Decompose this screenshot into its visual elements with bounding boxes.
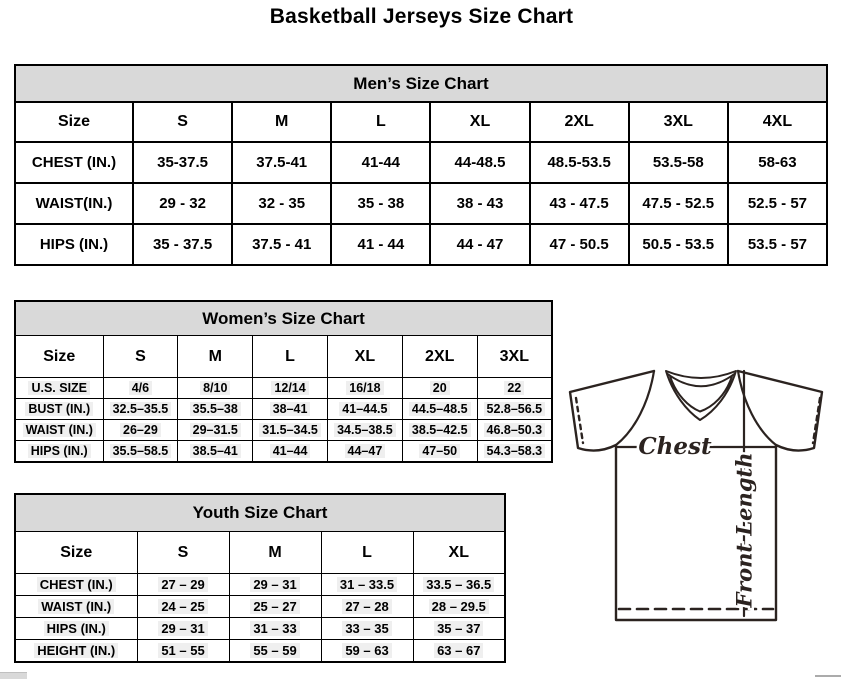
size-value: 38 - 43 (430, 183, 529, 224)
youth-table-header-row (15, 494, 505, 532)
size-value: 25 – 27 (229, 596, 321, 618)
size-value: 53.5-58 (629, 142, 728, 183)
size-value: 29 - 32 (133, 183, 232, 224)
size-value: 31 – 33.5 (321, 574, 413, 596)
mens-waist-row (15, 183, 827, 224)
cutoff-element-fragment-left (0, 672, 27, 679)
youth-waist-row (15, 596, 505, 618)
size-value: 35 - 37.5 (133, 224, 232, 265)
size-column-header: M (178, 336, 253, 378)
jersey-measurement-diagram (556, 358, 843, 638)
size-value: 48.5-53.5 (530, 142, 629, 183)
cutoff-element-fragment-right (815, 675, 841, 677)
size-value: 38.5–41 (178, 441, 253, 463)
size-value: 31.5–34.5 (253, 420, 328, 441)
size-value: 29 – 31 (229, 574, 321, 596)
size-column-header: XL (430, 102, 529, 142)
size-column-header: L (253, 336, 328, 378)
size-column-header: 2XL (530, 102, 629, 142)
row-label: WAIST (IN.) (15, 420, 103, 441)
size-value: 53.5 - 57 (728, 224, 827, 265)
size-value: 50.5 - 53.5 (629, 224, 728, 265)
mens-size-chart-table (14, 64, 828, 266)
size-value: 41–44 (253, 441, 328, 463)
mens-table-title: Men’s Size Chart (15, 65, 827, 102)
row-label: BUST (IN.) (15, 399, 103, 420)
size-value: 33 – 35 (321, 618, 413, 640)
mens-chest-row (15, 142, 827, 183)
size-value: 52.5 - 57 (728, 183, 827, 224)
size-value: 29 – 31 (137, 618, 229, 640)
size-column-header: XL (327, 336, 402, 378)
size-value: 47 - 50.5 (530, 224, 629, 265)
row-label: CHEST (IN.) (15, 142, 133, 183)
size-value: 28 – 29.5 (413, 596, 505, 618)
size-value: 41 - 44 (331, 224, 430, 265)
size-value: 52.8–56.5 (477, 399, 552, 420)
size-value: 20 (402, 378, 477, 399)
womens-size-chart-table (14, 300, 553, 463)
size-value: 22 (477, 378, 552, 399)
size-value: 38–41 (253, 399, 328, 420)
row-label: WAIST (IN.) (15, 596, 137, 618)
size-column-header: M (232, 102, 331, 142)
size-value: 27 – 28 (321, 596, 413, 618)
mens-corner-label: Size (15, 102, 133, 142)
size-column-header: 4XL (728, 102, 827, 142)
womens-us-size-row (15, 378, 552, 399)
size-value: 8/10 (178, 378, 253, 399)
womens-table-header-row (15, 301, 552, 336)
mens-hips-row (15, 224, 827, 265)
size-value: 41-44 (331, 142, 430, 183)
size-value: 44–47 (327, 441, 402, 463)
size-value: 38.5–42.5 (402, 420, 477, 441)
page-title: Basketball Jerseys Size Chart (269, 5, 574, 28)
youth-size-header-row (15, 532, 505, 574)
youth-chest-row (15, 574, 505, 596)
size-column-header: L (321, 532, 413, 574)
front-length-label: Front Length (731, 452, 757, 608)
row-label: WAIST(IN.) (15, 183, 133, 224)
row-label: HEIGHT (IN.) (15, 640, 137, 663)
size-value: 44-48.5 (430, 142, 529, 183)
size-column-header: 2XL (402, 336, 477, 378)
youth-size-chart-table (14, 493, 506, 663)
size-value: 63 – 67 (413, 640, 505, 663)
size-value: 16/18 (327, 378, 402, 399)
size-value: 27 – 29 (137, 574, 229, 596)
row-label: HIPS (IN.) (15, 224, 133, 265)
mens-size-header-row (15, 102, 827, 142)
size-value: 47–50 (402, 441, 477, 463)
size-value: 29–31.5 (178, 420, 253, 441)
size-value: 33.5 – 36.5 (413, 574, 505, 596)
womens-waist-row (15, 420, 552, 441)
row-label: HIPS (IN.) (15, 441, 103, 463)
size-column-header: M (229, 532, 321, 574)
size-column-header: S (137, 532, 229, 574)
size-value: 35-37.5 (133, 142, 232, 183)
size-value: 47.5 - 52.5 (629, 183, 728, 224)
size-value: 37.5 - 41 (232, 224, 331, 265)
size-value: 44 - 47 (430, 224, 529, 265)
size-value: 51 – 55 (137, 640, 229, 663)
row-label: HIPS (IN.) (15, 618, 137, 640)
chest-label: Chest (638, 433, 712, 460)
size-column-header: S (133, 102, 232, 142)
size-value: 43 - 47.5 (530, 183, 629, 224)
size-value: 35 - 38 (331, 183, 430, 224)
size-value: 55 – 59 (229, 640, 321, 663)
size-column-header: S (103, 336, 178, 378)
size-value: 41–44.5 (327, 399, 402, 420)
jersey-collar (666, 371, 736, 420)
womens-size-header-row (15, 336, 552, 378)
size-value: 35.5–38 (178, 399, 253, 420)
size-value: 4/6 (103, 378, 178, 399)
size-value: 46.8–50.3 (477, 420, 552, 441)
youth-corner-label: Size (15, 532, 137, 574)
womens-bust-row (15, 399, 552, 420)
size-value: 12/14 (253, 378, 328, 399)
size-value: 44.5–48.5 (402, 399, 477, 420)
size-column-header: 3XL (629, 102, 728, 142)
youth-height-row (15, 640, 505, 663)
womens-hips-row (15, 441, 552, 463)
mens-table-header-row (15, 65, 827, 102)
size-value: 32 - 35 (232, 183, 331, 224)
size-value: 35.5–58.5 (103, 441, 178, 463)
size-value: 35 – 37 (413, 618, 505, 640)
size-value: 59 – 63 (321, 640, 413, 663)
womens-corner-label: Size (15, 336, 103, 378)
size-column-header: 3XL (477, 336, 552, 378)
womens-table-title: Women’s Size Chart (15, 301, 552, 336)
jersey-outline (570, 371, 822, 620)
youth-table-title: Youth Size Chart (15, 494, 505, 532)
size-value: 37.5-41 (232, 142, 331, 183)
row-label: CHEST (IN.) (15, 574, 137, 596)
size-value: 24 – 25 (137, 596, 229, 618)
size-value: 32.5–35.5 (103, 399, 178, 420)
size-value: 26–29 (103, 420, 178, 441)
row-label: U.S. SIZE (15, 378, 103, 399)
youth-hips-row (15, 618, 505, 640)
size-value: 31 – 33 (229, 618, 321, 640)
size-column-header: XL (413, 532, 505, 574)
size-value: 58-63 (728, 142, 827, 183)
size-column-header: L (331, 102, 430, 142)
size-value: 34.5–38.5 (327, 420, 402, 441)
size-value: 54.3–58.3 (477, 441, 552, 463)
